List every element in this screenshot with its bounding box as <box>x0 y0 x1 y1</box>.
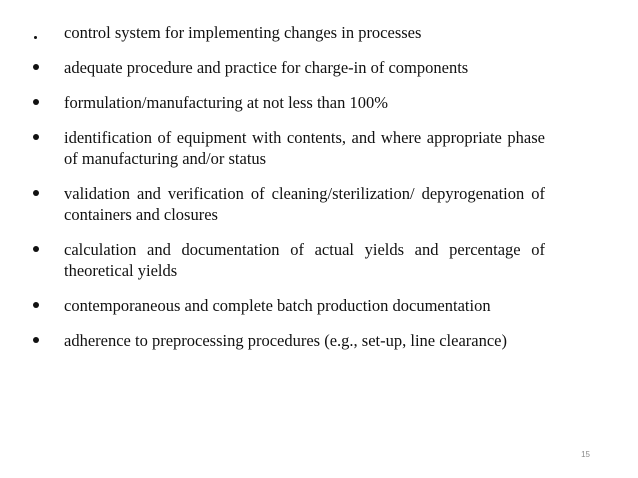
page-number: 15 <box>581 450 590 459</box>
bullet-item-change-control <box>30 22 545 43</box>
bullet-dot-icon <box>33 190 39 196</box>
bullet-text: identification of equipment with contents, and where appropriate phase of manufacturing and/or status <box>64 128 545 168</box>
bullet-item-formulation <box>30 92 545 113</box>
bullet-dot-icon <box>33 337 39 343</box>
bullet-item-validation <box>30 183 545 225</box>
bullet-dot-icon <box>33 134 39 140</box>
bullet-dot-icon <box>33 302 39 308</box>
bullet-list <box>30 22 545 351</box>
bullet-text: formulation/manufacturing at not less than 100% <box>64 93 388 112</box>
bullet-item-documentation <box>30 295 545 316</box>
bullet-text: control system for implementing changes in processes <box>64 23 422 42</box>
bullet-dot-icon <box>33 246 39 252</box>
bullet-text: contemporaneous and complete batch production documentation <box>64 296 491 315</box>
bullet-item-yields <box>30 239 545 281</box>
bullet-text: adherence to preprocessing procedures (e.g., set-up, line clearance) <box>64 331 507 350</box>
bullet-dot-icon <box>34 36 37 39</box>
bullet-item-identification <box>30 127 545 169</box>
bullet-text: calculation and documentation of actual yields and percentage of theoretical yields <box>64 240 545 280</box>
bullet-item-charge-in <box>30 57 545 78</box>
bullet-text: adequate procedure and practice for charge-in of components <box>64 58 469 77</box>
bullet-dot-icon <box>33 99 39 105</box>
bullet-dot-icon <box>33 64 39 70</box>
bullet-item-preprocessing <box>30 330 545 351</box>
bullet-text: validation and verification of cleaning/sterilization/ depyrogenation of containers and closures <box>64 184 545 224</box>
